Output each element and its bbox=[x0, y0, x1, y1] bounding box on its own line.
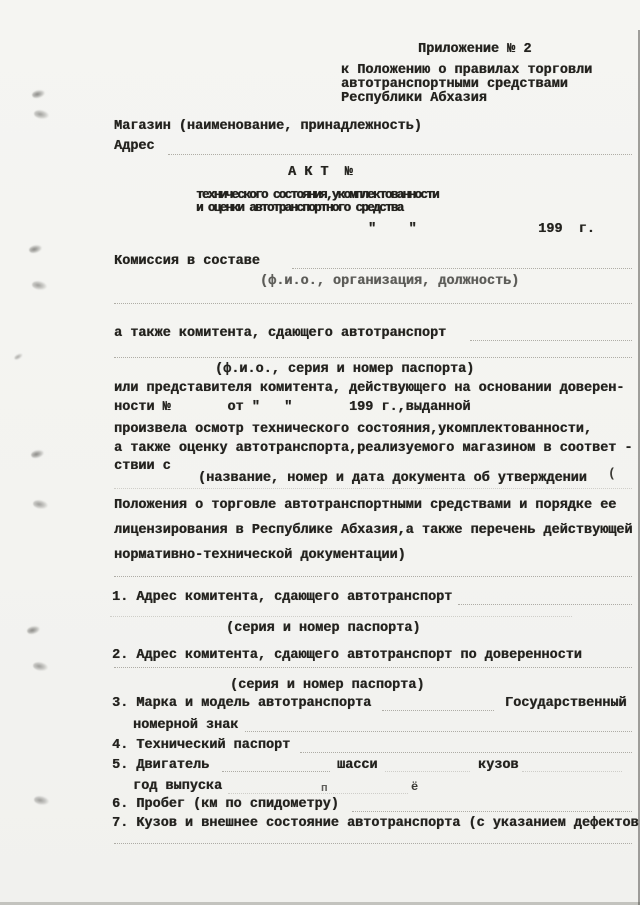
item-4: 4. Технический паспорт bbox=[112, 738, 291, 753]
act-date-line: " " 199 г. bbox=[368, 222, 595, 237]
comitent-blank-line bbox=[470, 340, 632, 341]
appendix-reference: автотранспортными средствами bbox=[341, 77, 568, 92]
address-label: Адрес bbox=[114, 139, 155, 154]
stray-typed-mark: п bbox=[321, 783, 328, 795]
body-line: а также оценку автотранспорта,реализуемого магазином в соответ - bbox=[114, 441, 633, 456]
form-blank-line bbox=[110, 616, 572, 617]
body-line: произвела осмотр технического состояния,укомплектованности, bbox=[114, 422, 592, 437]
form-blank-line bbox=[114, 303, 632, 304]
ink-smudge bbox=[28, 244, 43, 255]
appendix-number: Приложение № 2 bbox=[418, 42, 532, 57]
act-subtitle: технического состояния,укомплектованности bbox=[196, 188, 438, 202]
form-blank-line bbox=[114, 488, 632, 489]
item-5-continuation: год выпуска bbox=[133, 779, 223, 794]
item-3-right-label: Государственный bbox=[505, 696, 627, 711]
ink-smudge bbox=[31, 280, 47, 291]
body-line: ности № от " " 199 г.,выданной bbox=[114, 400, 471, 415]
body-caption: лицензирования в Республике Абхазия,а также перечень действующей bbox=[114, 523, 633, 538]
item-6: 6. Пробег (км по спидометру) bbox=[112, 797, 339, 812]
item-5-blank-line bbox=[222, 771, 330, 772]
ink-smudge bbox=[32, 499, 48, 510]
item-5-blank-line bbox=[228, 793, 408, 794]
comitent-caption: (ф.и.о., серия и номер паспорта) bbox=[215, 362, 475, 377]
address-blank-line bbox=[168, 154, 632, 155]
stray-typed-mark: ё bbox=[411, 780, 419, 794]
ink-smudge bbox=[33, 109, 49, 120]
body-caption: (название, номер и дата документа об утверждении bbox=[198, 471, 587, 486]
item-3: 3. Марка и модель автотранспорта bbox=[112, 696, 372, 711]
item-7-blank-line bbox=[114, 843, 632, 844]
ink-smudge bbox=[13, 352, 23, 361]
item-7: 7. Кузов и внешнее состояние автотранспорта (с указанием дефектов bbox=[112, 816, 639, 831]
ink-smudge bbox=[32, 661, 48, 672]
item-1: 1. Адрес комитента, сдающего автотранспорт bbox=[112, 590, 453, 605]
commission-blank-line bbox=[292, 268, 632, 269]
act-subtitle: и оценки автотранспортного средства bbox=[196, 201, 403, 215]
body-line: ствии с bbox=[114, 459, 171, 474]
comitent-label: а также комитента, сдающего автотранспорт bbox=[114, 326, 447, 341]
item-5: 5. Двигатель bbox=[112, 758, 210, 773]
item-6-blank-line bbox=[352, 811, 632, 812]
body-caption: нормативно-технической документации) bbox=[114, 548, 406, 563]
body-line: или представителя комитента, действующего на основании доверен- bbox=[114, 381, 625, 396]
item-3-continuation: номерной знак bbox=[133, 718, 239, 733]
shop-label: Магазин (наименование, принадлежность) bbox=[114, 119, 422, 134]
commission-label: Комиссия в составе bbox=[114, 254, 260, 269]
ink-smudge bbox=[26, 625, 41, 636]
act-heading: А К Т № bbox=[288, 165, 353, 180]
ink-smudge bbox=[30, 449, 45, 460]
item-3-blank-line bbox=[245, 731, 632, 732]
item-5-blank-line bbox=[385, 771, 470, 772]
item-1-blank-line bbox=[458, 604, 632, 605]
stray-typed-mark: ( bbox=[608, 466, 616, 481]
appendix-reference: к Положению о правилах торговли bbox=[341, 63, 593, 78]
item-5-blank-line bbox=[522, 771, 622, 772]
commission-caption: (ф.и.о., организация, должность) bbox=[260, 274, 520, 289]
item-2-blank-line bbox=[114, 667, 632, 668]
appendix-reference: Республики Абхазия bbox=[341, 91, 487, 106]
item-5-chassis-label: шасси bbox=[337, 758, 378, 773]
item-4-blank-line bbox=[300, 752, 632, 753]
item-3-blank-line bbox=[382, 710, 494, 711]
item-2: 2. Адрес комитента, сдающего автотранспорт по доверенности bbox=[112, 648, 582, 663]
ink-smudge bbox=[33, 795, 49, 806]
item-5-body-label: кузов bbox=[478, 758, 519, 773]
body-caption: Положения о торговле автотранспортными средствами и порядке ее bbox=[114, 498, 617, 513]
item-2-caption: (серия и номер паспорта) bbox=[230, 678, 425, 693]
item-1-caption: (серия и номер паспорта) bbox=[226, 621, 421, 636]
form-blank-line bbox=[114, 576, 632, 577]
ink-smudge bbox=[31, 89, 46, 100]
form-blank-line bbox=[114, 357, 632, 358]
